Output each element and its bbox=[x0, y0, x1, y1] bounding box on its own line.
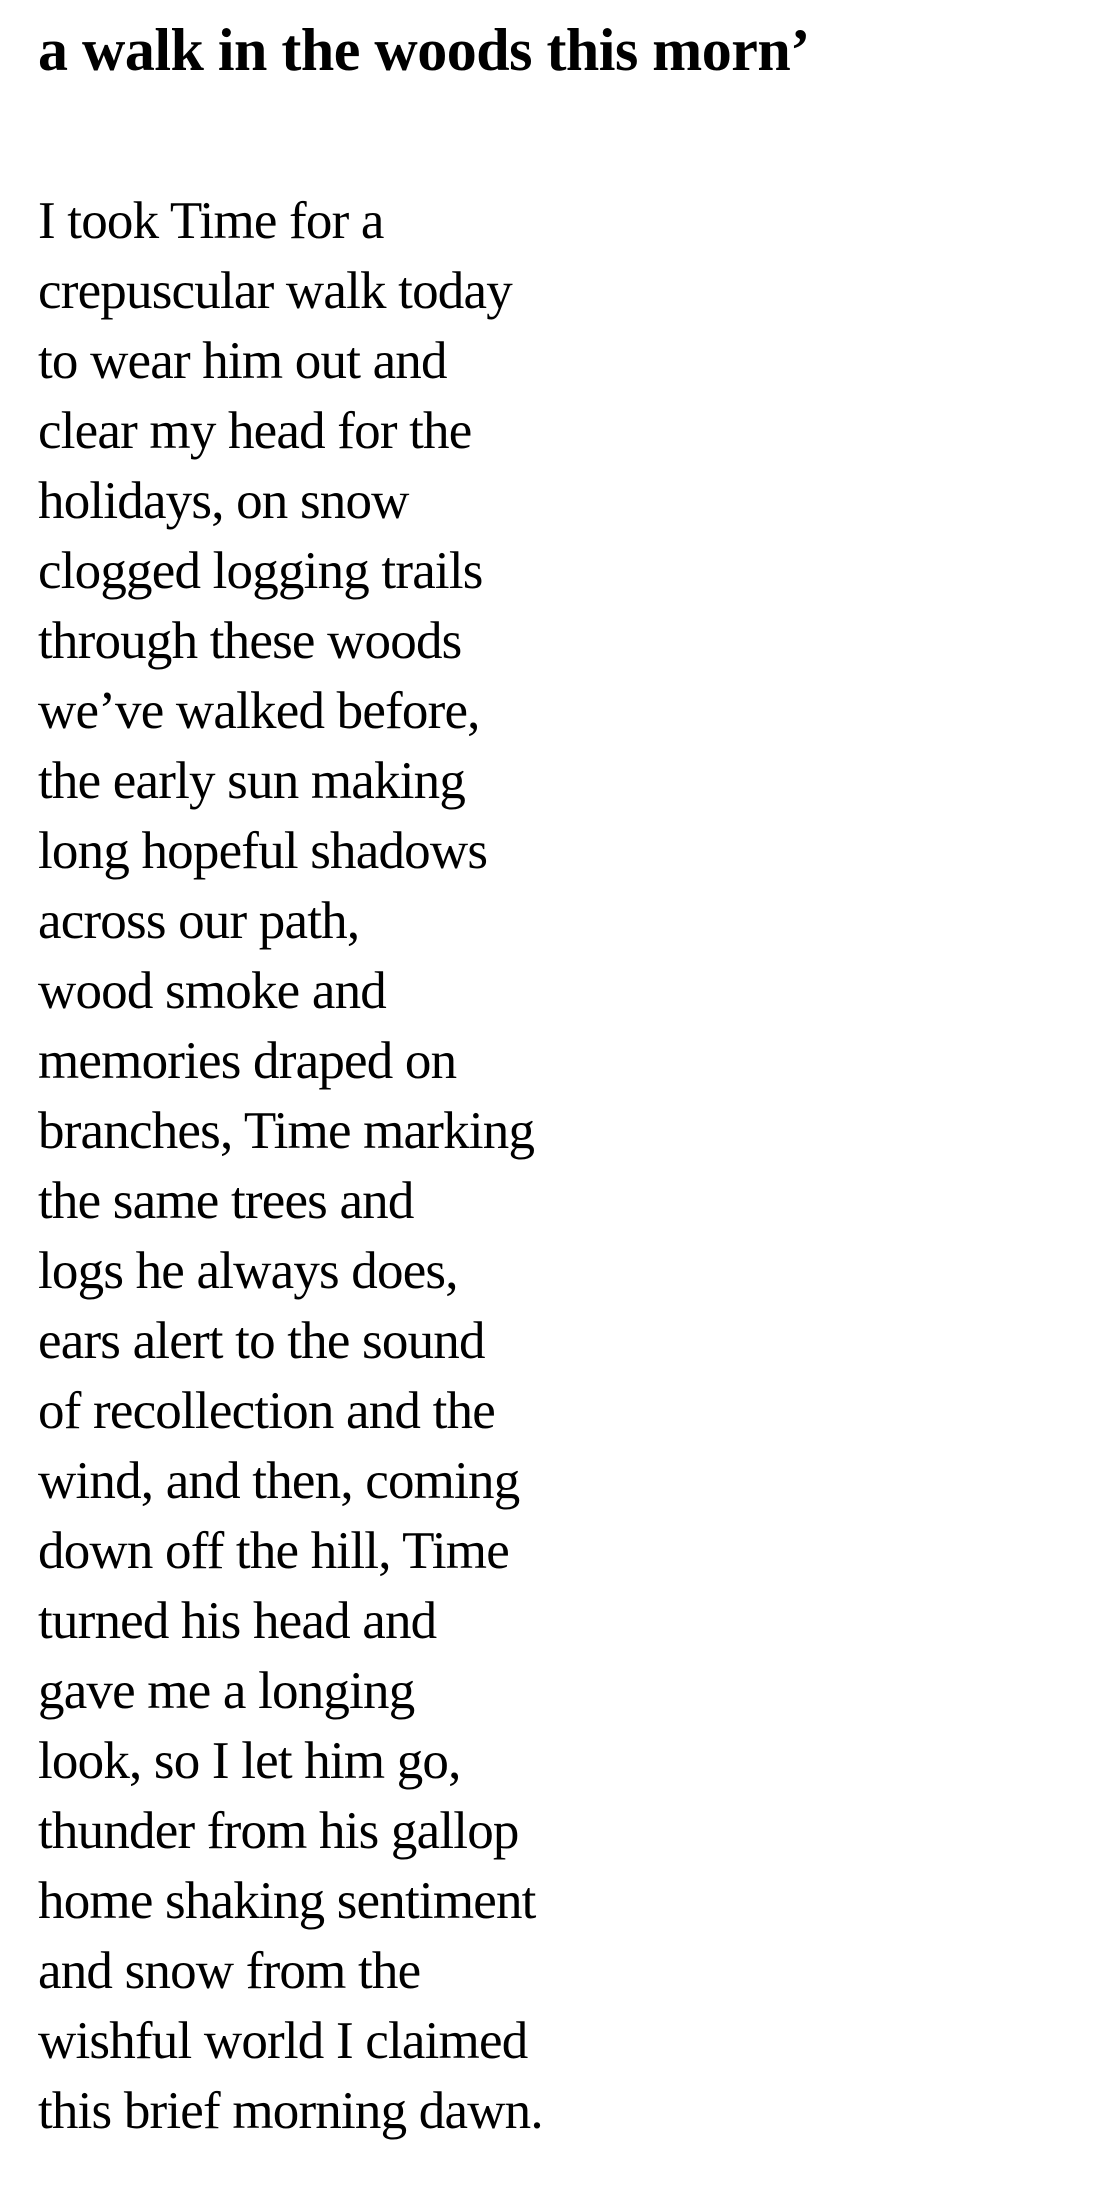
poem-line: crepuscular walk today bbox=[38, 262, 512, 320]
poem-line: turned his head and bbox=[38, 1592, 437, 1650]
poem-line: we’ve walked before, bbox=[38, 682, 480, 740]
poem-line: this brief morning dawn. bbox=[38, 2082, 543, 2140]
poem-line: look, so I let him go, bbox=[38, 1732, 461, 1790]
poem-line: the early sun making bbox=[38, 752, 466, 810]
poem-line: ears alert to the sound bbox=[38, 1312, 485, 1370]
poem-title: a walk in the woods this morn’ bbox=[38, 17, 810, 83]
poem-line: to wear him out and bbox=[38, 332, 447, 390]
poem-line: branches, Time marking bbox=[38, 1102, 535, 1160]
poem-line: thunder from his gallop bbox=[38, 1802, 519, 1860]
poem-line: through these woods bbox=[38, 612, 462, 670]
poem-line: holidays, on snow bbox=[38, 472, 409, 530]
poem-line: logs he always does, bbox=[38, 1242, 458, 1300]
poem-line: wishful world I claimed bbox=[38, 2012, 528, 2070]
poem-line: of recollection and the bbox=[38, 1382, 495, 1440]
poem-line: memories draped on bbox=[38, 1032, 457, 1090]
poem-line: long hopeful shadows bbox=[38, 822, 488, 880]
poem-line: across our path, bbox=[38, 892, 360, 950]
poem-line: gave me a longing bbox=[38, 1662, 415, 1720]
poem-line: home shaking sentiment bbox=[38, 1872, 536, 1930]
poem-line: the same trees and bbox=[38, 1172, 414, 1230]
poem-body bbox=[38, 186, 1060, 2146]
poem-line: I took Time for a bbox=[38, 192, 384, 250]
poem-line: and snow from the bbox=[38, 1942, 421, 2000]
poem-line: down off the hill, Time bbox=[38, 1522, 509, 1580]
poem-line: clogged logging trails bbox=[38, 542, 483, 600]
poem-line: clear my head for the bbox=[38, 402, 472, 460]
poem-line: wood smoke and bbox=[38, 962, 386, 1020]
poem-line: wind, and then, coming bbox=[38, 1452, 520, 1510]
